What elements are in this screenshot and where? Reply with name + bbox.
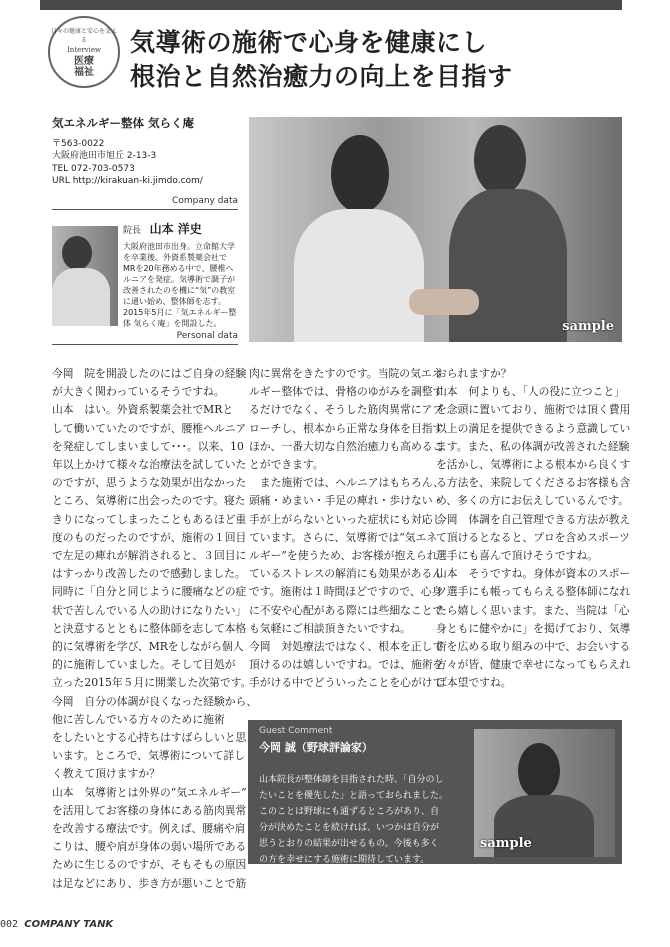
article-column-1: 今岡 院を開設したのにはご自身の経験 が大きく関わっているそうですね。 山本 はい。外資系製薬会社でMRと して働いていたのですが、腰椎ヘルニア を発症してしまいまして･･･。以来、10 年以上かけて様々な治療法を試していた のですが、思うような効果が出なかった ところ、気導術に出会ったのです。寝た きりになってしまったこともあるほど重 度のものだったのですが、施術の１回目 で左足の痺れが解消されると、３回目に はすっかり改善したので感動しました。 同時に「自分と同じように腰痛などの症 状で苦しんでいる人の助けになりたい」 と決意するとともに整体師を志して本格 的に気導術を学び、MRをしながら個人 的に施術していました。そして目処が 立った2015年５月に開業した次第です。 今岡 自分の体調が良くなった経験から、 他に苦しんでいる方々のために施術 をしたいとする心持ちはすばらしいと思 います。ところで、気導術について詳し く教えて頂けますか？ 山本 気導術とは外界の“気エネルギー” を活用してお客様の身体にある筋肉異常 を改善する療法です。例えば、腰痛や肩 こりは、腰や肩が身体の弱い場所である ために生じるのですが、そもそもの原因 は足などにあり、歩き方が悪いことで筋 [52,367,258,890]
article-column-3: おられますか？ 山本 何よりも、「人の役に立つこと」 を念頭に置いており、施術では頂く費用 以上の満足を提供できるよう意識してい ます。また、私の体調が改善された経験 を活かし、気導術による根本から良くす る方法を、来院してくださるお客様も含 め、多くの方にお伝えしているんです。 今岡 体調を自己管理できる方法が教え て頂けるとなると、プロを含めスポーツ 選手にも喜んで頂けそうですね。 山本 そうですね。身体が資本のスポー ツ選手にも帳ってもらえる整体師になれ たら嬉しく思います。また、当院は「心 身ともに健やかに」を掲げており、気導 術を広める取り組みの中で、お会いする 方々が皆、健康で幸せになってもらえれ ば本望ですね。 [436,367,631,690]
guest-comment-box [248,720,622,864]
director-name: 山本 洋史 [149,222,202,236]
person-right-head [474,125,526,195]
company-info [52,117,238,188]
headline-line1: 気導術の施術で心身を健康にし [130,28,488,57]
personal-data-divider [52,344,238,345]
photo-watermark: sample [562,319,614,334]
person-right-body [449,189,567,342]
company-tel: TEL 072-703-0573 [52,163,135,174]
page-footer [0,919,113,930]
top-bar [40,0,622,10]
director-bio [123,224,238,329]
badge-ring-text: 日々の健康と安心を支える [50,28,117,44]
guest-photo-watermark: sample [480,836,532,851]
guest-name: 今岡 誠（野球評論家） [259,741,373,754]
article-column-2: 肉に異常をきたすのです。当院の気エネ ルギー整体では、骨格のゆがみを調整す るだけでなく、そうした筋肉異常にアプ ローチし、根本から正常な身体を目指す ほか、一番大切な自然治癒力も高めるこ とができます。 また施術では、ヘルニアはもちろん、 頭痛・めまい・手足の痺れ・歩けない・ 手が上がらないといった症状にも対応し ています。さらに、気導術では“気エネ ルギー”を使うため、お客様が抱えられ ているストレスの解消にも効果があるん です。施術は１時間ほどですので、心身 に不安や心配がある際には些細なことで も気軽にご相談頂きたいですね。 今岡 対処療法ではなく、根本を正して 頂けるのは嬉しいですね。では、施術を 手がける中でどういったことを心がけて [249,367,444,690]
handshake [409,289,479,315]
personal-data-label: Personal data [176,331,238,341]
category-badge [48,16,120,88]
headline-line2: 根治と自然治癒力の向上を目指す [130,62,513,91]
company-address: 大阪府池田市旭丘 2-13-3 [52,151,157,161]
badge-interview-label: Interview [67,46,101,54]
person-left-head [331,135,389,213]
guest-comment-text: 山本院長が整体師を目指された時、「自分のし たいことを優先した」と語っておられました。 このことは野球にも通ずるところがあり、自 分が決めたことを続ければ、いつかは自分が 思うとおりの結果が出せるもの。今後も多く の方を幸せにする施術に期待しています。 [259,775,449,865]
guest-comment-label: Guest Comment [259,726,333,736]
company-data-label: Company data [172,196,238,206]
company-name: 気エネルギー整体 気らく庵 [52,116,195,130]
magazine-brand: COMPANY TANK [24,919,114,930]
director-role: 院長 [123,226,142,236]
badge-category: 医療 福祉 [74,56,94,78]
headline [130,26,513,94]
page-number: 002 [0,919,19,930]
director-bio-text: 大阪府池田市出身。立命館大学を卒業後、外資系製薬会社でMRを20年務める中で、腰椎ヘルニアを発症。気導術で調子が改善されたのを機に“気”の教室に通い始め、整体師を志す。2015年5月に「気エネルギー整体 気らく庵」を開設した。 [123,242,237,328]
company-url: URL http://kirakuan-ki.jimdo.com/ [52,176,203,186]
company-data-divider [52,209,238,210]
guest-photo [474,729,615,857]
director-photo [52,226,118,326]
company-postal: 〒563-0022 [52,138,105,149]
handshake-photo [249,117,622,342]
person-left-body [294,209,424,342]
